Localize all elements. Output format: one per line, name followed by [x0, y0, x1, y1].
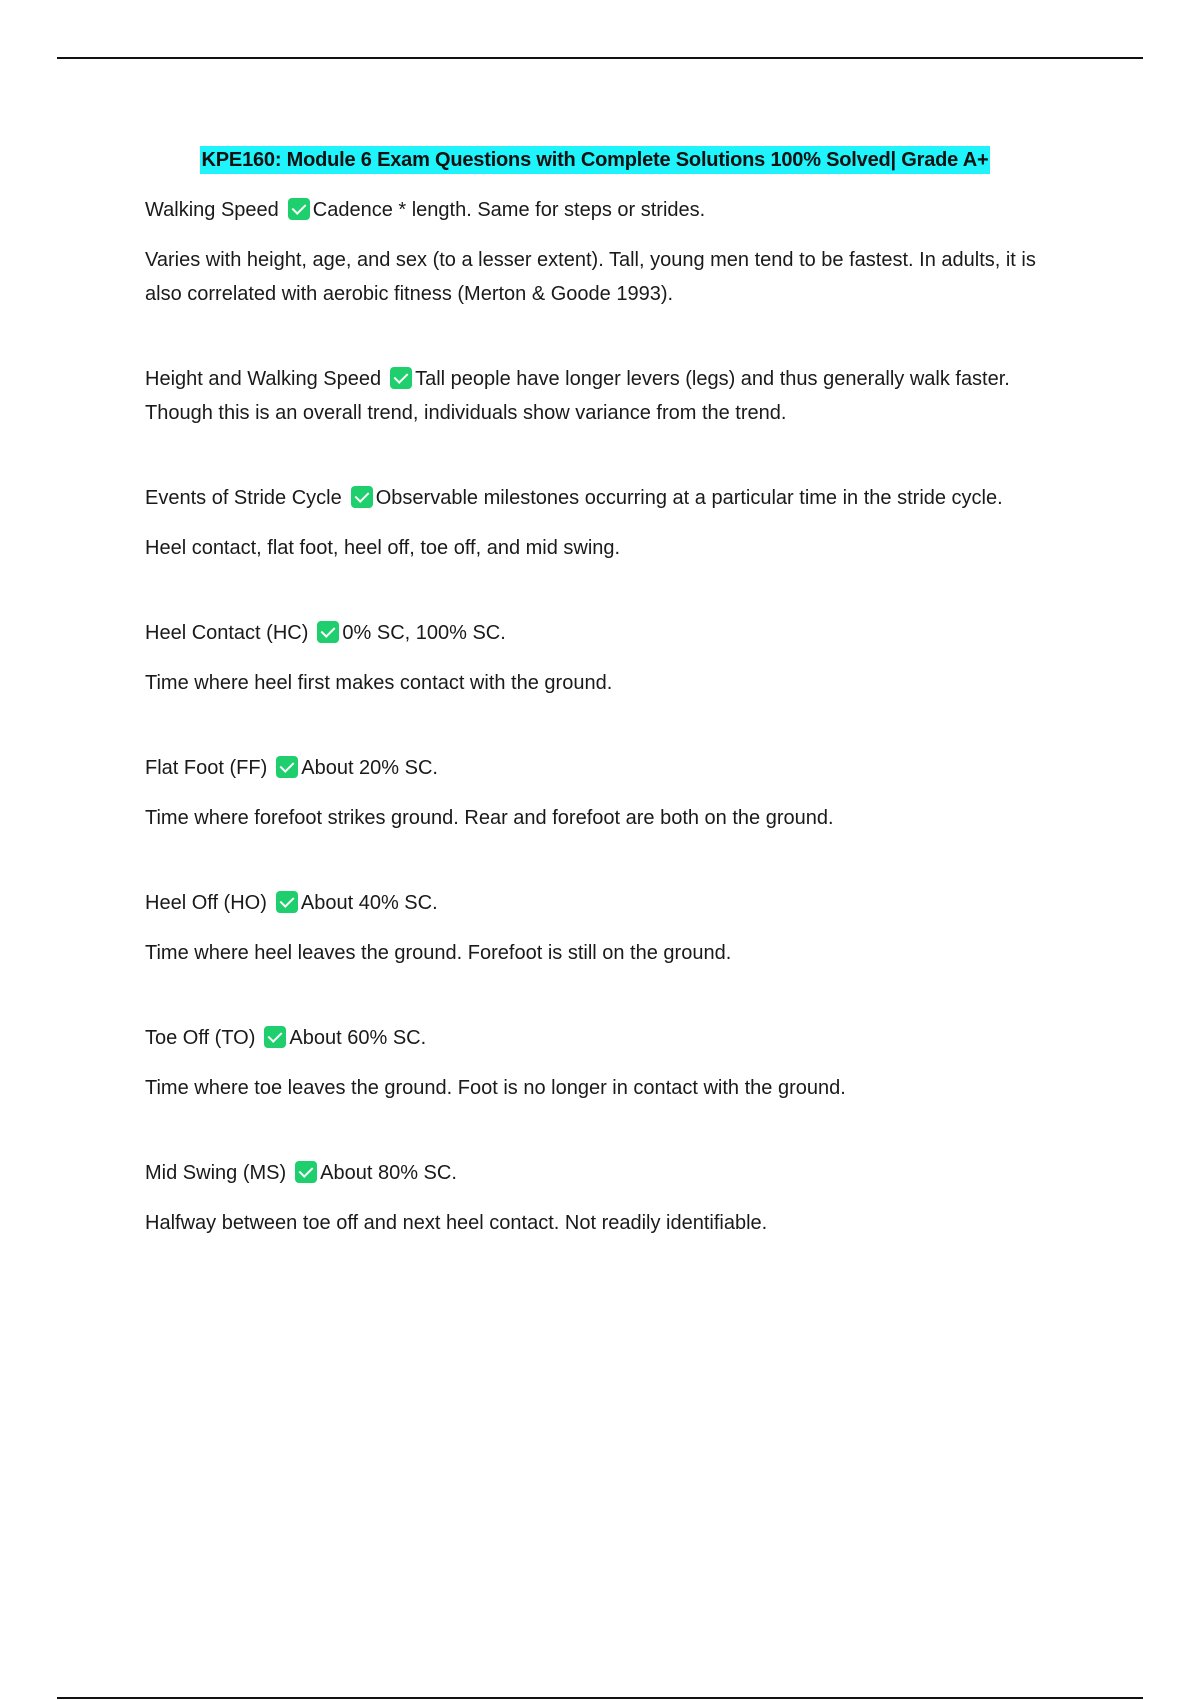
qa-item-heel-off [145, 886, 1045, 970]
qa-item-toe-off [145, 1021, 1045, 1105]
qa-question-line [145, 1156, 1045, 1190]
qa-note: Heel contact, flat foot, heel off, toe off, and mid swing. [145, 537, 621, 559]
qa-answer: Observable milestones occurring at a particular time in the stride cycle. [375, 487, 1003, 509]
qa-answer: About 40% SC. [300, 892, 438, 914]
qa-question-line [145, 886, 1045, 920]
check-mark-icon [351, 486, 373, 508]
qa-term: Height and Walking Speed [145, 368, 382, 390]
qa-question-line [145, 1021, 1045, 1055]
check-mark-icon [276, 891, 298, 913]
bottom-divider [57, 1697, 1143, 1699]
qa-answer: 0% SC, 100% SC. [342, 622, 506, 644]
check-mark-icon [276, 756, 298, 778]
qa-term: Heel Contact (HC) [145, 622, 309, 644]
qa-term: Walking Speed [145, 199, 279, 221]
document-page [145, 146, 1045, 1240]
qa-item-events-of-stride-cycle [145, 481, 1045, 565]
qa-question-line [145, 751, 1045, 785]
qa-question-line [145, 193, 1045, 227]
qa-question-line [145, 616, 1045, 650]
qa-note: Time where heel leaves the ground. Forefoot is still on the ground. [145, 942, 732, 964]
qa-item-walking-speed [145, 193, 1045, 311]
qa-question-line [145, 481, 1045, 515]
qa-note: Halfway between toe off and next heel contact. Not readily identifiable. [145, 1212, 768, 1234]
qa-note: Time where heel first makes contact with the ground. [145, 672, 613, 694]
check-mark-icon [390, 367, 412, 389]
check-mark-icon [317, 621, 339, 643]
qa-item-mid-swing [145, 1156, 1045, 1240]
document-title: KPE160: Module 6 Exam Questions with Complete Solutions 100% Solved| Grade A+ [200, 146, 991, 174]
qa-answer: About 80% SC. [320, 1162, 457, 1184]
qa-term: Heel Off (HO) [145, 892, 267, 914]
qa-term: Events of Stride Cycle [145, 487, 342, 509]
check-mark-icon [295, 1161, 317, 1183]
qa-term: Flat Foot (FF) [145, 757, 268, 779]
check-mark-icon [264, 1026, 286, 1048]
qa-question-line [145, 362, 1045, 430]
title-container [145, 146, 1045, 176]
qa-note: Time where forefoot strikes ground. Rear and forefoot are both on the ground. [145, 807, 834, 829]
check-mark-icon [288, 198, 310, 220]
qa-answer: About 20% SC. [301, 757, 438, 779]
qa-item-flat-foot [145, 751, 1045, 835]
qa-term: Mid Swing (MS) [145, 1162, 287, 1184]
qa-answer: About 60% SC. [289, 1027, 427, 1049]
qa-item-heel-contact [145, 616, 1045, 700]
qa-answer: Cadence * length. Same for steps or strides. [312, 199, 706, 221]
qa-note: Time where toe leaves the ground. Foot is no longer in contact with the ground. [145, 1077, 846, 1099]
qa-answer: Tall people have longer levers (legs) and thus generally walk faster. Though this is an overall trend, individuals show variance from the trend. [145, 368, 1010, 424]
top-divider [57, 57, 1143, 59]
qa-term: Toe Off (TO) [145, 1027, 256, 1049]
qa-note: Varies with height, age, and sex (to a lesser extent). Tall, young men tend to be fastest. In adults, it is also correlated with aerobic fitness (Merton & Goode 1993). [145, 249, 1036, 305]
qa-item-height-and-walking-speed [145, 362, 1045, 430]
